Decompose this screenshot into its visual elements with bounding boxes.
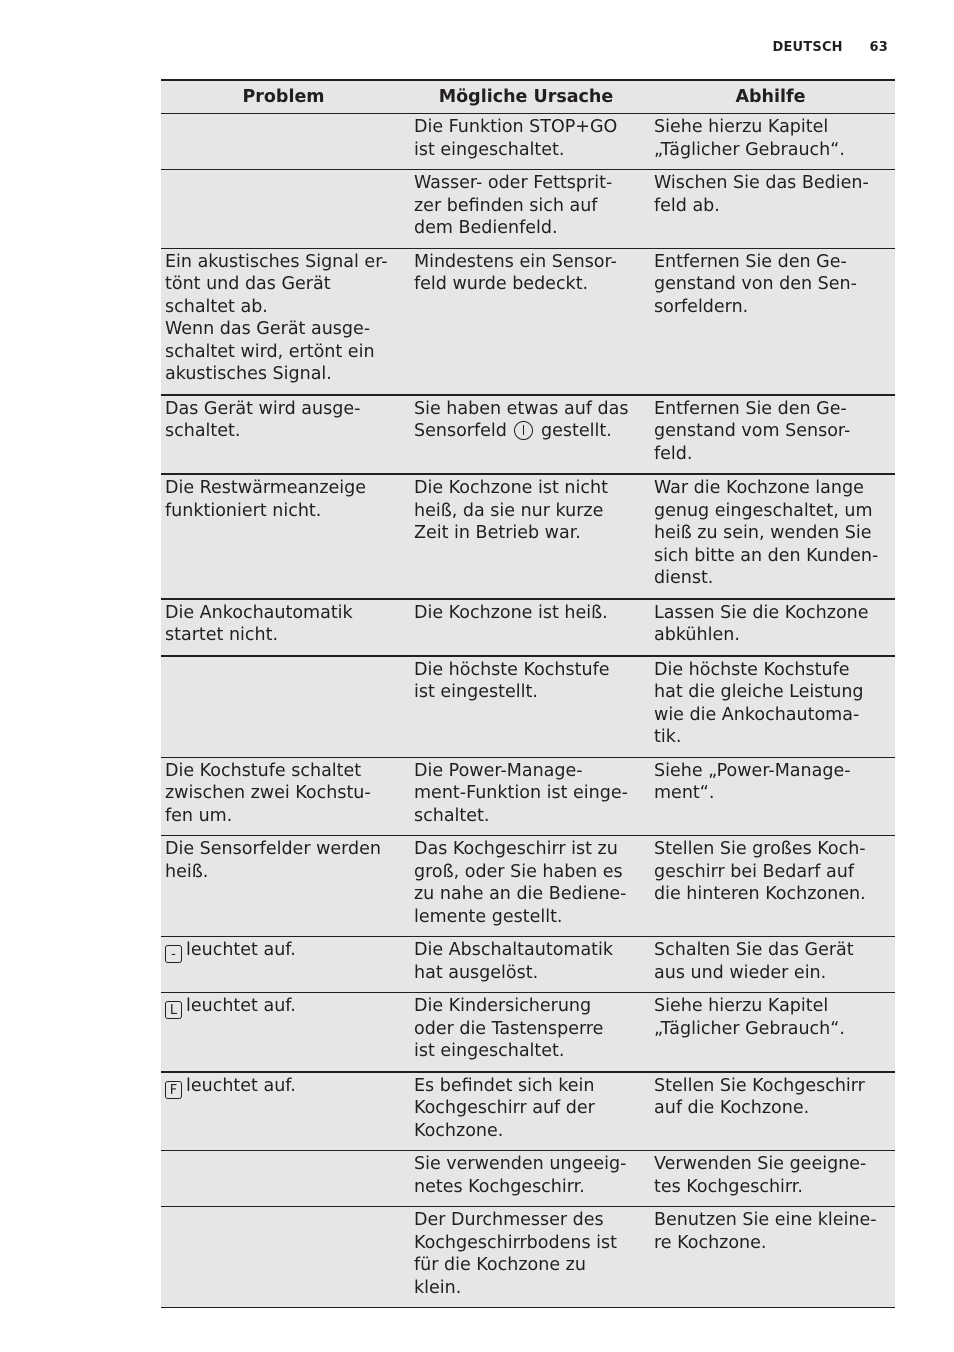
cause-cell: Die Abschaltautomatik hat ausgelöst.: [406, 937, 646, 993]
remedy-cell: Die höchste Kochstufe hat die gleiche Leistung wie die Ankochautoma- tik.: [646, 656, 895, 758]
problem-cell: [161, 114, 406, 170]
troubleshooting-table: [161, 79, 895, 1308]
page-header: [772, 40, 888, 55]
table-row: [161, 395, 895, 475]
page-number: 63: [869, 40, 888, 55]
table-row: [161, 248, 895, 395]
table-row: [161, 1151, 895, 1207]
problem-cell: Die Restwärmeanzeige funktioniert nicht.: [161, 474, 406, 599]
table-row: [161, 656, 895, 758]
cause-cell: Die Kochzone ist heiß.: [406, 599, 646, 656]
table-row: [161, 170, 895, 249]
remedy-cell: Stellen Sie Kochgeschirr auf die Kochzone.: [646, 1072, 895, 1151]
problem-text: leuchtet auf.: [186, 1075, 296, 1096]
remedy-cell: Wischen Sie das Bedien- feld ab.: [646, 170, 895, 249]
cause-cell: Die Funktion STOP+GO ist eingeschaltet.: [406, 114, 646, 170]
cause-cell: Wasser- oder Fettsprit- zer befinden sich auf dem Bedienfeld.: [406, 170, 646, 249]
column-header-remedy: Abhilfe: [646, 80, 895, 114]
problem-cell: [161, 656, 406, 758]
remedy-cell: War die Kochzone lange genug eingeschaltet, um heiß zu sein, wenden Sie sich bitte an den Kunden- dienst.: [646, 474, 895, 599]
cause-cell: Die höchste Kochstufe ist eingestellt.: [406, 656, 646, 758]
remedy-cell: Entfernen Sie den Ge- genstand von den Sen- sorfeldern.: [646, 248, 895, 395]
table-row: [161, 474, 895, 599]
display-symbol-icon: L: [165, 1001, 182, 1019]
cause-cell: Es befindet sich kein Kochgeschirr auf der Kochzone.: [406, 1072, 646, 1151]
problem-cell: Das Gerät wird ausge- schaltet.: [161, 395, 406, 475]
table-row: [161, 993, 895, 1072]
column-header-problem: Problem: [161, 80, 406, 114]
table-row: [161, 114, 895, 170]
column-header-cause: Mögliche Ursache: [406, 80, 646, 114]
remedy-cell: Schalten Sie das Gerät aus und wieder ein.: [646, 937, 895, 993]
remedy-cell: Lassen Sie die Kochzone abkühlen.: [646, 599, 895, 656]
table-header-row: [161, 80, 895, 114]
remedy-cell: Benutzen Sie eine kleine- re Kochzone.: [646, 1207, 895, 1308]
remedy-cell: Siehe hierzu Kapitel „Täglicher Gebrauch“.: [646, 114, 895, 170]
cause-cell: Die Power-Manage- ment-Funktion ist einge- schaltet.: [406, 757, 646, 836]
troubleshooting-table-container: [161, 79, 895, 1308]
problem-cell: [161, 1207, 406, 1308]
table-row: [161, 1207, 895, 1308]
problem-cell: [161, 170, 406, 249]
problem-cell: [161, 993, 406, 1072]
cause-text: Sie haben etwas auf das Sensorfeld: [414, 398, 629, 441]
table-row: [161, 937, 895, 993]
cause-cell: [406, 395, 646, 475]
cause-cell: Mindestens ein Sensor- feld wurde bedeckt.: [406, 248, 646, 395]
cause-cell: Der Durchmesser des Kochgeschirrbodens ist für die Kochzone zu klein.: [406, 1207, 646, 1308]
problem-cell: Die Kochstufe schaltet zwischen zwei Kochstu- fen um.: [161, 757, 406, 836]
remedy-cell: Verwenden Sie geeigne- tes Kochgeschirr.: [646, 1151, 895, 1207]
cause-cell: Sie verwenden ungeeig- netes Kochgeschirr.: [406, 1151, 646, 1207]
problem-cell: Ein akustisches Signal er- tönt und das Gerät schaltet ab. Wenn das Gerät ausge- schaltet wird, ertönt ein akustisches Signal.: [161, 248, 406, 395]
power-icon: [514, 421, 533, 440]
problem-cell: [161, 1072, 406, 1151]
problem-text: leuchtet auf.: [186, 940, 296, 960]
problem-cell: Die Ankochautomatik startet nicht.: [161, 599, 406, 656]
language-label: DEUTSCH: [772, 40, 843, 55]
remedy-cell: Entfernen Sie den Ge- genstand vom Sensor- feld.: [646, 395, 895, 475]
cause-cell: Die Kochzone ist nicht heiß, da sie nur kurze Zeit in Betrieb war.: [406, 474, 646, 599]
remedy-cell: Siehe „Power-Manage- ment“.: [646, 757, 895, 836]
problem-cell: [161, 937, 406, 993]
problem-text: leuchtet auf.: [186, 996, 296, 1016]
problem-cell: [161, 1151, 406, 1207]
cause-cell: Das Kochgeschirr ist zu groß, oder Sie haben es zu nahe an die Bediene- lemente gestellt.: [406, 836, 646, 937]
problem-cell: Die Sensorfelder werden heiß.: [161, 836, 406, 937]
table-row: [161, 836, 895, 937]
cause-text-end: gestellt.: [541, 421, 612, 441]
remedy-cell: Stellen Sie großes Koch- geschirr bei Bedarf auf die hinteren Kochzonen.: [646, 836, 895, 937]
remedy-cell: Siehe hierzu Kapitel „Täglicher Gebrauch“.: [646, 993, 895, 1072]
table-row: [161, 757, 895, 836]
display-symbol-icon: F: [165, 1081, 182, 1099]
cause-cell: Die Kindersicherung oder die Tastensperre ist eingeschaltet.: [406, 993, 646, 1072]
table-row: [161, 1072, 895, 1151]
display-symbol-icon: -: [165, 945, 182, 963]
table-row: [161, 599, 895, 656]
